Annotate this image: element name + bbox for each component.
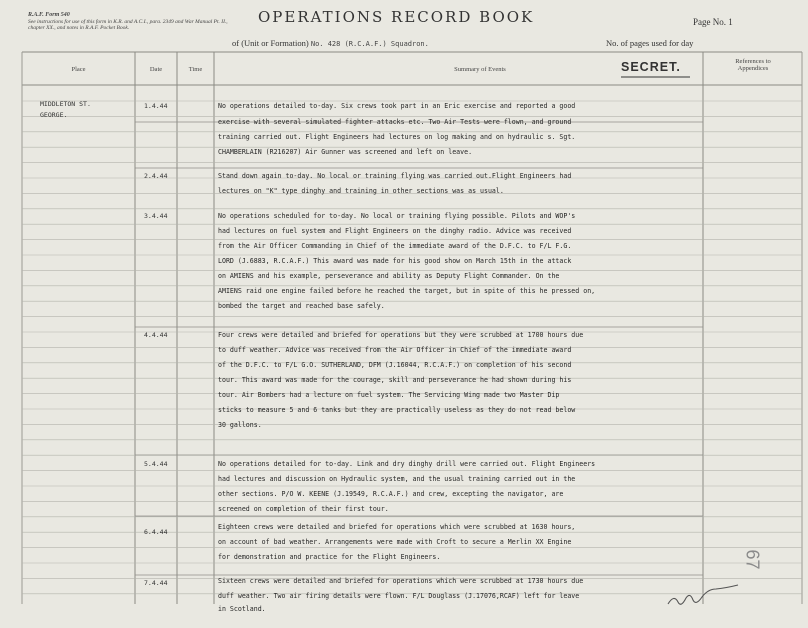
margin-folio-number: 67 [742, 549, 763, 570]
summary-line: No operations detailed for to-day. Link and dry dinghy drill were carried out. Flight Engineers [218, 460, 596, 468]
form-number: R.A.F. Form 540 [28, 12, 70, 18]
summary-line: CHAMBERLAIN (R216207) Air Gunner was screened and left on leave. [218, 148, 473, 156]
unit-label: of (Unit or Formation) [232, 38, 309, 48]
summary-line: lectures on "K" type dinghy and training in other sections was as usual. [218, 187, 504, 195]
place-line-1: MIDDLETON ST. [40, 100, 91, 108]
summary-line: of the D.F.C. to F/L G.O. SUTHERLAND, DFM (J.16044, R.C.A.F.) on completion of his second [218, 361, 572, 369]
column-header-place: Place [71, 66, 86, 73]
page-number-value: 1 [728, 17, 733, 27]
pages-used-label: No. of pages used for day [606, 38, 694, 48]
summary-line: 30 gallons. [218, 421, 262, 429]
summary-line: for demonstration and practice for the Flight Engineers. [218, 553, 441, 561]
summary-line: other sections. P/O W. KEENE (J.19549, R.C.A.F.) and crew, excepting the navigator, are [218, 490, 564, 498]
column-header-time: Time [188, 66, 203, 73]
date-entry: 5.4.44 [144, 460, 168, 468]
summary-line: Sixteen crews were detailed and briefed for operations which were scrubbed at 1730 hours due [218, 577, 584, 585]
secret-stamp: SECRET. [621, 60, 681, 74]
summary-line: on account of bad weather. Arrangements were made with Croft to secure a Merlin XX Engine [218, 538, 572, 546]
summary-line: bombed the target and reached base safely. [218, 302, 385, 310]
page-number-label: Page No. [693, 17, 726, 27]
summary-line: exercise with several simulated fighter attacks etc. Two Air Tests were flown, and ground [218, 118, 572, 126]
summary-line: had lectures on fuel system and Flight Engineers on the dinghy radio. Advice was received [218, 227, 572, 235]
date-entry: 3.4.44 [144, 212, 168, 220]
summary-line: No operations detailed to-day. Six crews took part in an Eric exercise and reported a good [218, 102, 576, 110]
summary-line: No operations scheduled for to-day. No local or training flying possible. Pilots and WOP's [218, 212, 576, 220]
place-line-2: GEORGE. [40, 111, 68, 119]
summary-line: Stand down again to-day. No local or training flying was carried out.Flight Engineers had [218, 172, 572, 180]
date-entry: 1.4.44 [144, 102, 168, 110]
summary-line: to duff weather. Advice was received from the Air Officer in Chief of the immediate award [218, 346, 572, 354]
form-note-text: See instructions for use of this form in K.R. and A.C.I., para. 2349 and War Manual Pt. II., chapter XX., and notes in R.A.F. Pocket Book. [28, 18, 228, 31]
summary-line: LORD (J.6883, R.C.A.F.) This award was made for his good show on March 15th in the attack [218, 257, 572, 265]
summary-line: screened on completion of their first tour. [218, 505, 389, 513]
date-entry: 2.4.44 [144, 172, 168, 180]
column-header-date: Date [149, 66, 163, 73]
unit-value: No. 428 (R.C.A.F.) Squadron. [310, 40, 429, 48]
summary-line: tour. Air Bombers had a lecture on fuel system. The Servicing Wing made two Master Dip [218, 391, 560, 399]
summary-line: duff weather. Two air firing details were flown. F/L Douglass (J.17076,RCAF) left for leave [218, 592, 580, 600]
summary-line: had lectures and discussion on Hydraulic system, and the usual training carried out in the [218, 475, 576, 483]
date-entry: 7.4.44 [144, 579, 168, 587]
date-entry: 4.4.44 [144, 331, 168, 339]
summary-line: AMIENS raid one engine failed before he reached the target, but in spite of this he pressed on, [218, 287, 596, 295]
summary-line: on AMIENS and his example, perseverance and ability as Deputy Flight Commander. On the [218, 272, 560, 280]
column-header-summary: Summary of Events [454, 66, 506, 73]
summary-line: Eighteen crews were detailed and briefed for operations which were scrubbed at 1630 hours, [218, 523, 576, 531]
summary-line: in Scotland. [218, 605, 266, 613]
date-entry: 6.4.44 [144, 528, 168, 536]
column-header-references: References to Appendices [735, 58, 771, 72]
summary-line: tour. This award was made for the courage, skill and perseverance he had shown during his [218, 376, 572, 384]
summary-line: training carried out. Flight Engineers had lectures on log making and on hydraulic s. Sgt. [218, 133, 576, 141]
summary-line: from the Air Officer Commanding in Chief of the immediate award of the D.F.C. to F/L F.G. [218, 242, 572, 250]
summary-line: Four crews were detailed and briefed for operations but they were scrubbed at 1700 hours due [218, 331, 584, 339]
summary-line: sticks to measure 5 and 6 tanks but they are practically useless as they do not read below [218, 406, 576, 414]
page-title: OPERATIONS RECORD BOOK [258, 8, 535, 26]
